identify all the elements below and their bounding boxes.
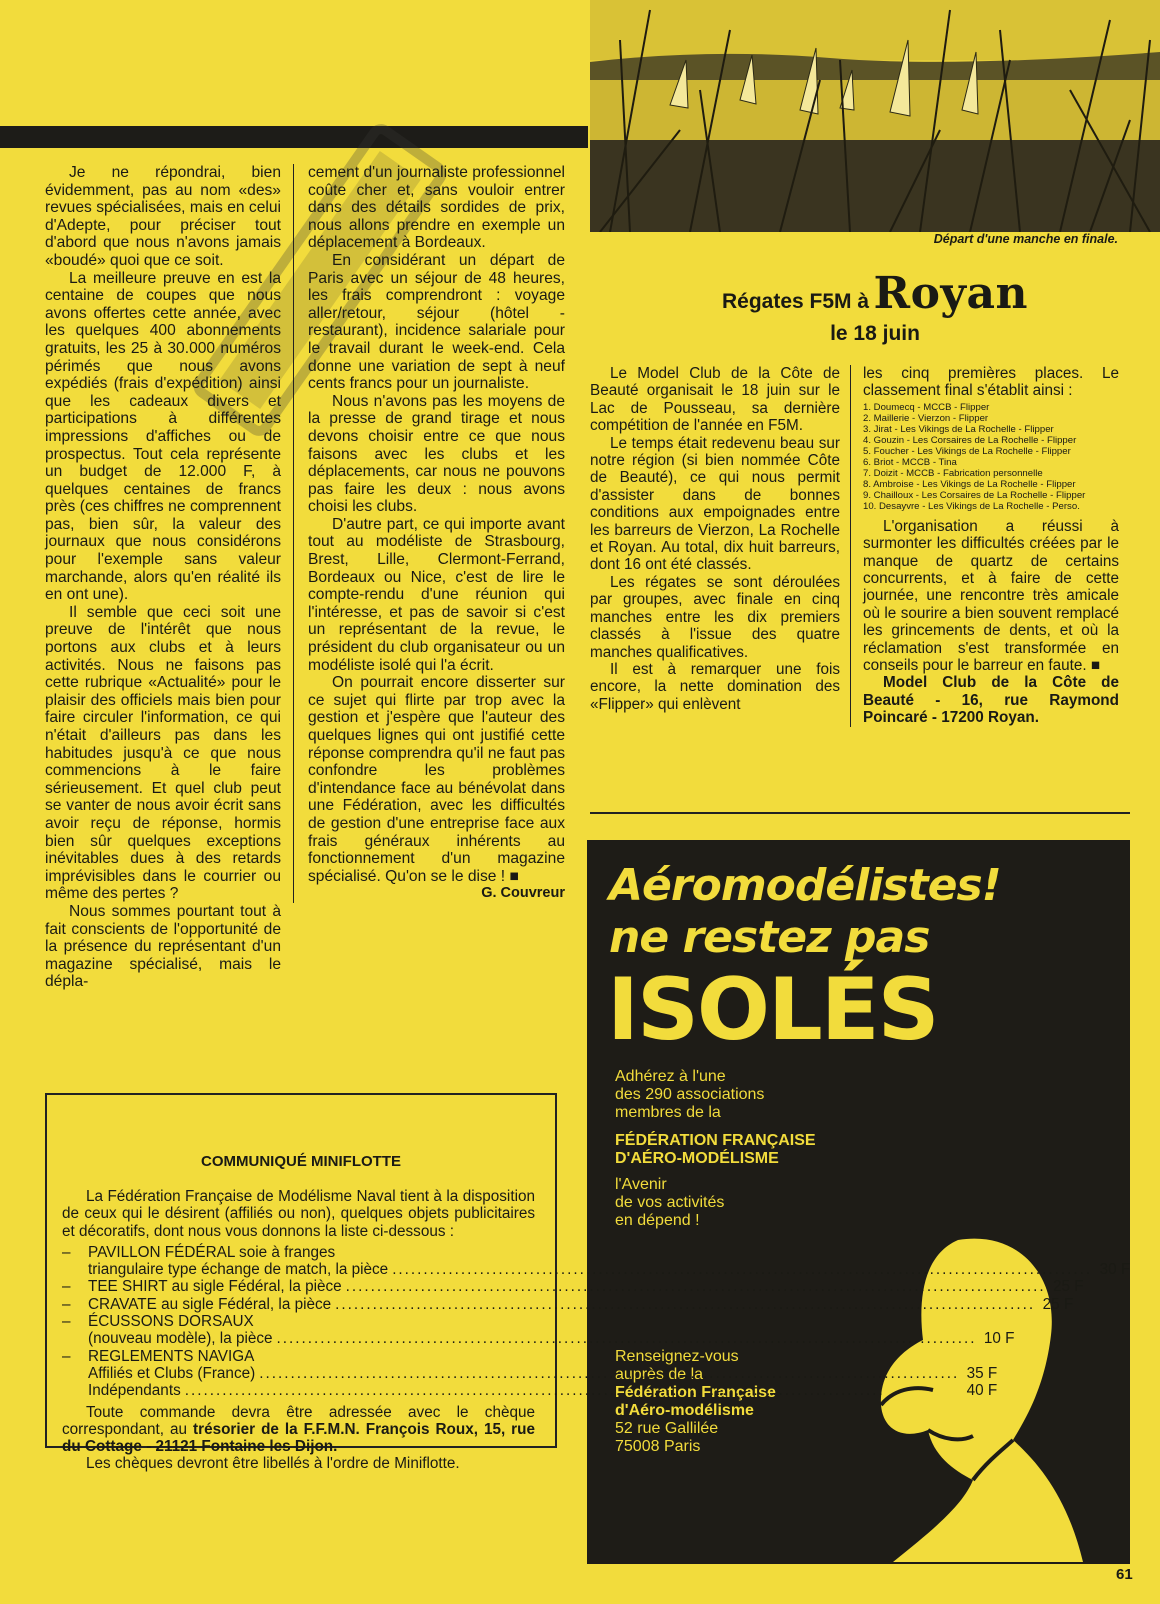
item-price: 25 F xyxy=(1042,1295,1074,1313)
communique-title: COMMUNIQUÉ MINIFLOTTE xyxy=(201,1153,401,1170)
royan-date: le 18 juin xyxy=(830,322,920,345)
ad-line: de vos activités xyxy=(615,1194,725,1211)
paragraph: D'autre part, ce qui importe avant tout au modéliste de Strasbourg, Brest, Lille, Clermont-Ferrand, Bordeaux ou Nice, c'est de lire le compte-rendu d'une réunion qui l'intéresse, et pas de savoir si c'est un représentant de la revue, le président du club organisateur ou un modéliste isolé qui l'a écrit. xyxy=(308,515,565,674)
paragraph: Je ne répondrai, bien évidemment, pas au nom «des» revues spécialisées, mais en celui d'Adepte, pour préciser tout d'abord que nous n'avons jamais «boudé» quoi que ce soit. xyxy=(45,164,281,269)
ranking-item: 4. Gouzin - Les Corsaires de La Rochelle - Flipper xyxy=(863,434,1077,446)
ranking-list xyxy=(863,402,1119,512)
paragraph: Il semble que ceci soit une preuve de l'intérêt que nous portons aux clubs et à leurs activités. Nous ne faisons pas cette rubrique «Actualité» pour le plaisir des officiels mais bien pour faire circuler l'information, ce qui n'était d'ailleurs pas dans les habitudes jusqu'à ce que nous commencions à le faire sérieusement. Et quel club peut se vanter de nous avoir écrit sans avoir reçu de réponse, hormis bien sûr quelques exceptions inévitables dues à des retards imprévisibles dans le courrier ou même des pertes ? xyxy=(45,603,281,903)
ad-text-federation xyxy=(615,1132,816,1168)
price-item: – ÉCUSSONS DORSAUX (nouveau modèle), la pièce ..... 10 F xyxy=(62,1313,535,1348)
communique-intro: La Fédération Française de Modélisme Naval tient à la disposition de ceux qui le désirent (affiliés ou non), quelques objets publicitaires et décoratifs, dont nous vous donnons la liste ci-dessous : xyxy=(62,1188,535,1240)
ad-line-bold: d'Aéro-modélisme xyxy=(615,1402,754,1419)
royan-column-1 xyxy=(590,365,840,713)
paragraph: On pourrait encore disserter sur ce sujet qui flirte par trop avec la gestion et j'espère que l'auteur des quelques lignes qui ont justifié cette réponse comprendra qu'il ne faut pas confondre les problèmes d'intendance face au bénévolat dans une Fédération, avec les difficultés de gestion d'une entreprise face aux frais généraux inhérents au fonctionnement d'un magazine spécialisé. Qu'on se le dise ! ■ xyxy=(308,674,565,885)
ad-headline-1: Aéromodélistes! xyxy=(609,860,1001,911)
item-price: 35 F xyxy=(966,1364,998,1382)
ad-headline-3: ISOLÉS xyxy=(607,960,938,1060)
price-item: – TEE SHIRT au sigle Fédéral, la pièce ..... 25 F xyxy=(62,1278,535,1295)
photo-caption: Départ d'une manche en finale. xyxy=(933,232,1118,246)
ad-headline-2: ne restez pas xyxy=(609,912,930,963)
ranking-item: 5. Foucher - Les Vikings de La Rochelle - Flipper xyxy=(863,445,1071,457)
paragraph: Le temps était redevenu beau sur notre région (si bien nommée Côte de Beauté), ce qui nous permit d'assister dans de bonnes conditions aux empoignades entre les barreurs de Vierzon, La Rochelle et Royan. Au total, dix huit barreurs, dont 16 ont été classés. xyxy=(590,434,840,574)
ad-text-join xyxy=(615,1068,764,1122)
paragraph: Les régates se sont déroulées par groupes, avec finale en cinq manches entre les dix premiers classés à l'issue des quatre manches qualificatives. xyxy=(590,573,840,661)
page-number: 61 xyxy=(1116,1566,1133,1583)
item-price: 30 F xyxy=(1099,1261,1131,1279)
ranking-item: 10. Desayvre - Les Vikings de La Rochelle - Perso. xyxy=(863,500,1080,512)
paragraph: Nous sommes pourtant tout à fait conscients de l'opportunité de la présence du représentant d'un magazine spécialisé, mais le dépla- xyxy=(45,902,281,991)
ranking-item: 8. Ambroise - Les Vikings de La Rochelle - Flipper xyxy=(863,478,1076,490)
headline-prefix: Régates F5M à xyxy=(722,290,870,313)
ad-line: membres de la xyxy=(615,1104,721,1121)
item-price: 25 F xyxy=(1053,1278,1084,1296)
paragraph: cement d'un journaliste professionnel coûte cher et, sans vouloir entrer dans des détails sordides de prix, nous allons prendre en exemple un déplacement à Bordeaux. xyxy=(308,164,565,252)
royan-headline xyxy=(590,268,1160,319)
ffam-advertisement xyxy=(587,840,1130,1564)
ad-line: Adhérez à l'une xyxy=(615,1068,726,1085)
ad-line: 75008 Paris xyxy=(615,1438,701,1455)
price-item: – PAVILLON FÉDÉRAL soie à franges triangulaire type échange de match, la pièce ..... 30 F xyxy=(62,1244,535,1279)
ad-text-future xyxy=(615,1176,724,1230)
ranking-intro: les cinq premières places. Le classement final s'établit ainsi : xyxy=(863,365,1119,400)
paragraph: Nous n'avons pas les moyens de la presse de grand tirage et nous devons choisir entre ce que nous faisons avec les clubs et les déplacements, car nous ne pouvons pas faire les deux : nous avons choisi les clubs. xyxy=(308,392,565,516)
club-address: Model Club de la Côte de Beauté - 16, rue Raymond Poincaré - 17200 Royan. xyxy=(863,674,1119,727)
top-rule xyxy=(0,126,588,148)
ranking-item: 6. Briot - MCCB - Tina xyxy=(863,456,957,468)
ad-line: l'Avenir xyxy=(615,1176,667,1193)
item-price: 10 F xyxy=(983,1330,1015,1348)
regatta-photo xyxy=(590,0,1160,232)
ad-line-bold: Fédération Française xyxy=(615,1384,776,1401)
paragraph: L'organisation a réussi à surmonter les difficultés créées par le manque de quartz de certains concurrents, et à faire de cette journée, une rencontre très amicale où le sourire a bien souvent remplacé les grincements de dents, et où la réclamation s'est transformée en conseils pour le barreur en faute. ■ xyxy=(863,517,1119,675)
ad-line-bold: D'AÉRO-MODÉLISME xyxy=(615,1150,779,1167)
ad-line: Renseignez-vous xyxy=(615,1348,739,1365)
ad-line: auprès de la xyxy=(615,1366,704,1383)
author-signature: G. Couvreur xyxy=(481,885,565,902)
ad-line: des 290 associations xyxy=(615,1086,765,1103)
ranking-item: 2. Maillerie - Vierzon - Flipper xyxy=(863,412,989,424)
paragraph: Il est à remarquer une fois encore, la nette domination des «Flipper» qui enlèvent xyxy=(590,660,840,713)
paragraph: Le Model Club de la Côte de Beauté organisait le 18 juin sur le Lac de Pousseau, sa dernière compétition de l'année en F5M. xyxy=(590,365,840,435)
communique-footer: Toute commande devra être adressée avec le chèque correspondant, au trésorier de la F.F.M.N. François Roux, 15, rue du Cottage - 21121 Fontaine les Dijon. xyxy=(62,1403,535,1456)
item-name: REGLEMENTS NAVIGA xyxy=(88,1347,255,1365)
paragraph: La meilleure preuve en est la centaine de coupes que nous avons offertes cette année, avec les quelques 400 abonnements gratuits, les 25 à 30.000 numéros périmés que nous avons expédiés (frais d'expédition) ainsi que les cadeaux divers et participations à différentes impressions d'affiches ou de prospectus. Tout cela représente un budget de 12.000 F, à quelques centaines de francs près (ces chiffres ne comprennent pas, bien sûr, la valeur des journaux que nous considérons pour l'exemple sans valeur marchande, alors qu'en réalité ils en ont une). xyxy=(45,269,281,604)
communique-footer-note: Les chèques devront être libellés à l'ordre de Miniflotte. xyxy=(86,1455,460,1473)
ranking-item: 7. Doizit - MCCB - Fabrication personnelle xyxy=(863,467,1043,479)
price-item: – CRAVATE au sigle Fédéral, la pièce ..... 25 F xyxy=(62,1296,535,1313)
royan-column-2 xyxy=(850,365,1119,727)
ranking-item: 1. Doumecq - MCCB - Flipper xyxy=(863,401,990,413)
ranking-item: 9. Chailloux - Les Corsaires de La Rochelle - Flipper xyxy=(863,489,1086,501)
ranking-item: 3. Jirat - Les Vikings de La Rochelle - Flipper xyxy=(863,423,1054,435)
ad-line: en dépend ! xyxy=(615,1212,700,1229)
price-item: – REGLEMENTS NAVIGA Affiliés et Clubs (France) ..... 35 F Indépendants ..... 40 F xyxy=(62,1348,535,1400)
item-name: PAVILLON FÉDÉRAL xyxy=(88,1243,235,1261)
paragraph: En considérant un départ de Paris avec un séjour de 48 heures, les frais comprendront : voyage aller/retour, séjour (hôtel - restaurant), incidence salariale pour le travail durant le week-end. Cela donne une variation de sept à neuf cents francs pour un journaliste. xyxy=(308,251,565,393)
editorial-column-2 xyxy=(293,164,565,903)
section-divider xyxy=(590,812,1130,814)
editorial-column-1 xyxy=(45,164,281,991)
item-price: 40 F xyxy=(966,1382,998,1400)
headline-royan: Royan xyxy=(873,268,1028,319)
item-name: ÉCUSSONS DORSAUX xyxy=(88,1313,254,1331)
ad-line: 52 rue Gallilée xyxy=(615,1420,719,1437)
ad-line-bold: FÉDÉRATION FRANÇAISE xyxy=(615,1132,816,1149)
